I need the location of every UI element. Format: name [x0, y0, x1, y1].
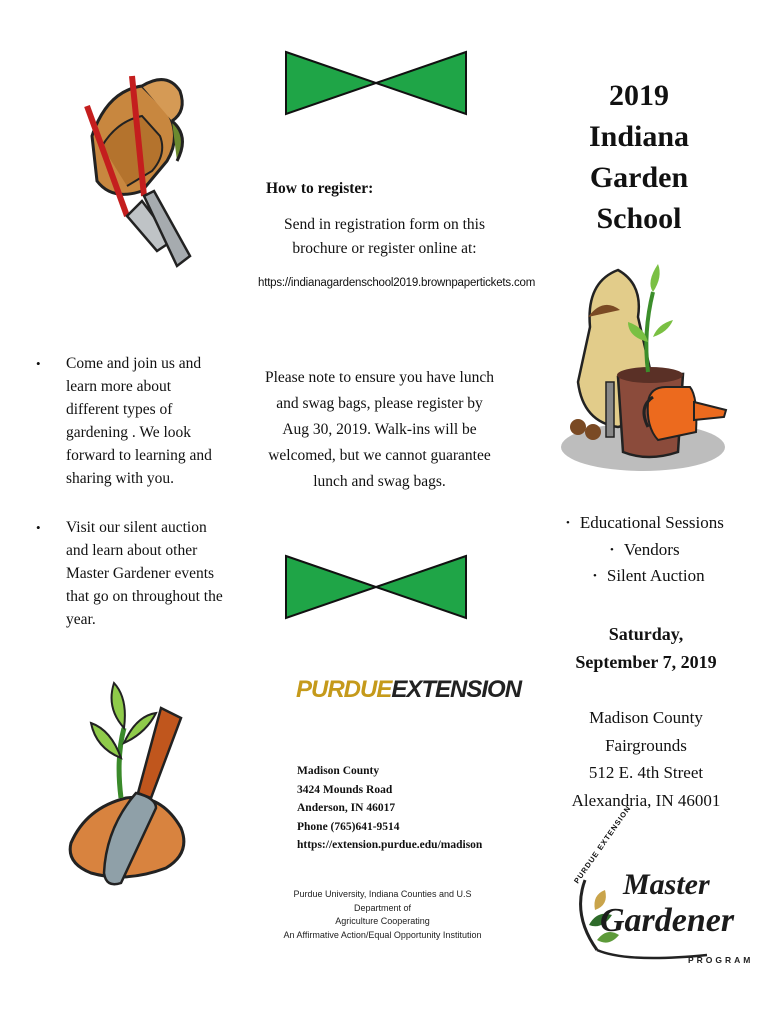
bullet-icon: • [566, 517, 570, 529]
mg-logo-gardener: Gardener [600, 902, 735, 939]
gloves-pruners-icon [72, 66, 192, 271]
title-line: 2019 [609, 79, 669, 112]
bullet-icon: • [593, 570, 597, 582]
left-bullet-list [36, 352, 226, 657]
footer-line: Agriculture Cooperating [335, 916, 430, 926]
title-line: Indiana [588, 120, 690, 153]
purdue-logo-word: PURDUE [296, 676, 392, 703]
event-title [545, 75, 733, 239]
event-date [560, 620, 732, 676]
event-venue [560, 704, 732, 814]
title-line: Garden School [589, 161, 689, 235]
list-item: • Vendors [610, 539, 680, 559]
venue-line: 512 E. 4th Street [588, 763, 704, 782]
garden-pot-watering-can-icon [558, 262, 730, 476]
how-to-register-text: Send in registration form on this brochure or register online at: [283, 216, 486, 257]
office-address [297, 762, 482, 855]
address-line: 3424 Mounds Road [297, 783, 393, 796]
venue-line: Alexandria, IN 46001 [571, 790, 721, 810]
address-line: Anderson, IN 46017 [297, 802, 396, 814]
address-website[interactable]: https://extension.purdue.edu/madison [297, 839, 483, 851]
list-item: • Visit our silent auction and learn about other Master Gardener events that go on throughout the year. [36, 516, 226, 631]
list-item: • Educational Sessions [566, 513, 724, 532]
footer-line: An Affirmative Action/Equal Opportunity Institution [283, 929, 482, 940]
how-to-register-heading: How to register: [266, 180, 374, 197]
date-line: September 7, 2019 [575, 652, 717, 672]
registration-link[interactable]: https://indianagardenschool2019.brownpapertickets.com [258, 277, 536, 289]
mg-logo-program: PROGRAM [688, 955, 754, 965]
trowel-seedling-icon [66, 668, 196, 893]
address-phone: Phone (765)641-9514 [297, 820, 400, 833]
event-highlights [560, 510, 730, 590]
mg-logo-master: Master [623, 868, 710, 901]
mg-logo-arc-text: PURDUE EXTENSION [572, 803, 633, 886]
address-line: Madison County [297, 765, 380, 777]
list-item: • Come and join us and learn more about different types of gardening . We look forward to learning and sharing with you. [36, 352, 226, 490]
bowtie-decoration-bottom [284, 554, 468, 620]
extension-logo-word: EXTENSION [391, 676, 522, 703]
purdue-extension-logo [296, 676, 521, 704]
footer-disclaimer [270, 888, 495, 942]
list-item: • Silent Auction [593, 566, 705, 585]
venue-line: Fairgrounds [605, 735, 687, 755]
footer-line: Purdue University, Indiana Counties and U.S Department of [293, 889, 472, 913]
bowtie-decoration-top [284, 50, 468, 116]
venue-line: Madison County [589, 708, 703, 727]
date-line: Saturday, [608, 624, 684, 644]
registration-note: Please note to ensure you have lunch and swag bags, please register by Aug 30, 2019. Walk-ins will be welcomed, but we cannot guarantee lunch and swag bags. [265, 369, 494, 490]
bullet-icon: • [610, 543, 614, 556]
